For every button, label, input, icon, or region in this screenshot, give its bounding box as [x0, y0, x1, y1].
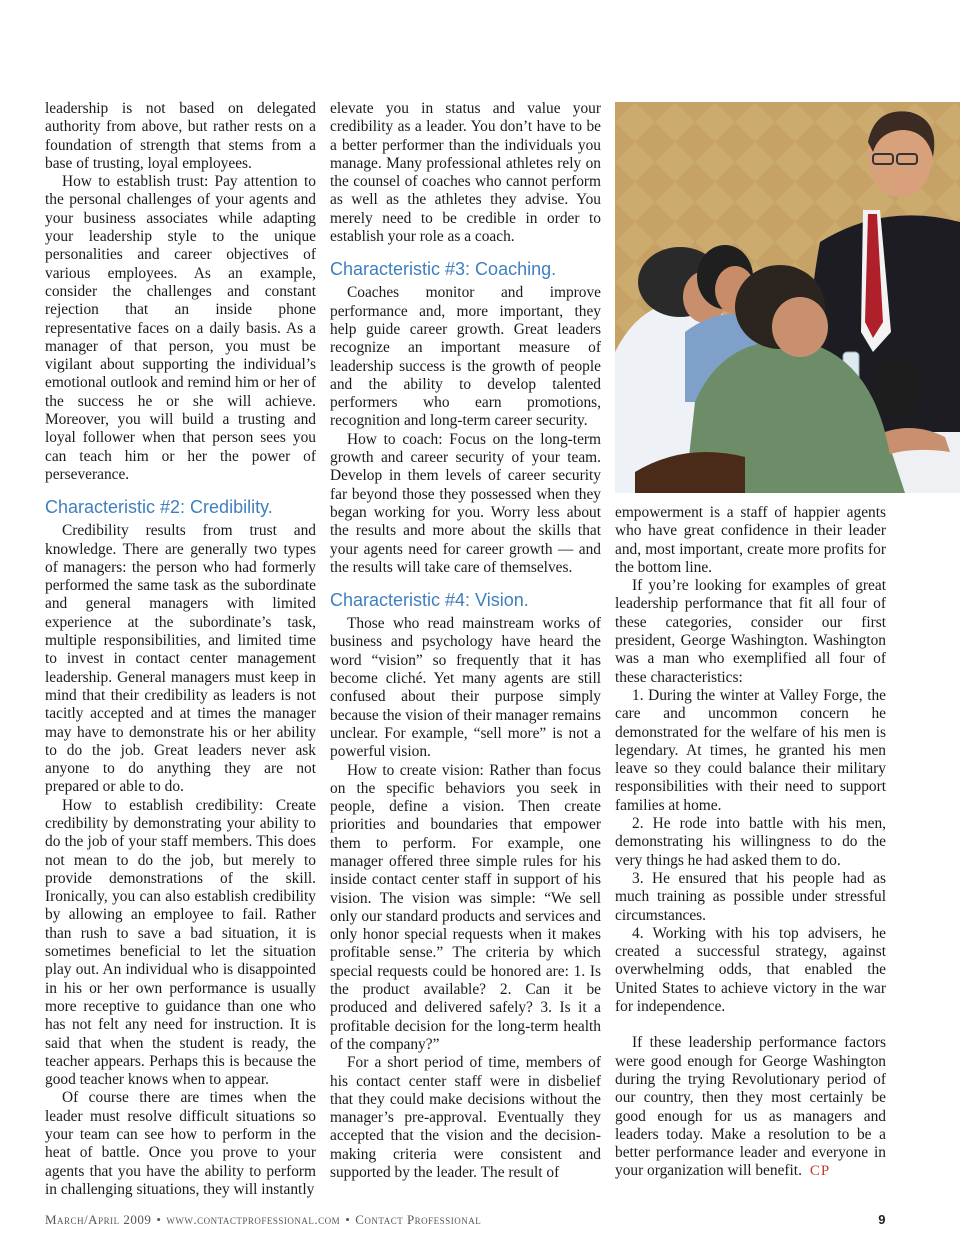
- heading-vision: Characteristic #4: Vision.: [330, 590, 529, 611]
- body-paragraph: 4. Working with his top advisers, he created a successful strategy, against overwhelming odds, that enabled the United States to achieve victory in the war for independence.: [615, 924, 886, 1016]
- body-paragraph: 2. He rode into battle with his men, demonstrating his willingness to do the very things he had asked them to do.: [615, 815, 886, 869]
- footer-magazine: Contact Professional: [355, 1212, 482, 1227]
- page-footer: [45, 1212, 886, 1232]
- body-paragraph: 3. He ensured that his people had as much training as possible under stressful circumstances.: [615, 869, 886, 924]
- paragraphs-col3-a: [615, 504, 886, 1016]
- heading-credibility: Characteristic #2: Credibility.: [45, 497, 273, 518]
- body-paragraph: empowerment is a staff of happier agents who have great confidence in their leader and, most important, create more profits for the bottom line.: [615, 504, 886, 576]
- footer-left: [45, 1212, 481, 1228]
- paragraphs-col2-b: [330, 284, 601, 577]
- paragraphs-col2-c: [330, 615, 601, 1182]
- body-paragraph: 1. During the winter at Valley Forge, the care and uncommon concern he demonstrated for the welfare of his men is legendary. At times, he granted his men leave so they could balance their military responsibilities with their need to support families at home.: [615, 686, 886, 814]
- article-column-1: [45, 100, 316, 1199]
- closing-text: If these leadership performance factors were good enough for George Washington during the trying Revolutionary period of our country, then they most certainly be good enough for us as managers and leaders today. Make a resolution to be a better performance leader and everyone in your organization will benefit.: [615, 1034, 886, 1180]
- paragraphs-col2-a: [330, 100, 601, 246]
- body-paragraph: Credibility results from trust and knowledge. There are generally two types of managers: the person who had formerly performed the same task as the subordinate and general managers with limited experience at the subordinate’s task, multiple responsibilities, and limited time to invest in contact center management leadership. General managers must keep in mind that their credibility as leaders is not tacitly accepted and at times the manager may have to demonstrate his or her ability to do the job. Great leaders never ask anyone to do anything they are not prepared or able to do.: [45, 522, 316, 796]
- meeting-photo-icon: [615, 102, 960, 493]
- page-number: 9: [878, 1212, 886, 1227]
- footer-issue: March/April 2009: [45, 1212, 152, 1227]
- body-paragraph: How to establish credibility: Create credibility by demonstrating your ability to do the job of your staff members. This does not mean to do the job, but merely to provide demonstrations of the skill. Ironically, you can also establish credibility by allowing an employee to fail. Rather than rush to save a bad situation, it is sometimes beneficial to let the situation play out. An individual who is disappointed in his or her own performance is usually more receptive to guidance than one who has not felt any need for instruction. It is said that when the student is ready, the teacher appears. Perhaps this is because the good teacher knows when to appear.: [45, 796, 316, 1089]
- heading-coaching: Characteristic #3: Coaching.: [330, 259, 557, 280]
- closing-paragraph: [615, 1034, 886, 1180]
- body-paragraph: How to establish trust: Pay attention to the personal challenges of your agents and your business associates while adapting your leadership style to the unique personalities and career objectives of various employees. As an example, consider the challenges and constant rejection that an inside phone representative faces on a daily basis. As a manager of that person, you must be vigilant about supporting the individual’s emotional outlook and remind him or her of the success he or she will achieve. Moreover, you will build a trusting and loyal follower when that person sees you can teach him or her the power of perseverance.: [45, 173, 316, 483]
- footer-separator: •: [156, 1212, 162, 1227]
- paragraphs-col1-b: [45, 522, 316, 1199]
- footer-separator: •: [345, 1212, 351, 1227]
- article-column-2: [330, 100, 601, 1182]
- paragraphs-col1-a: [45, 100, 316, 484]
- meeting-photo: [615, 102, 960, 493]
- end-mark: CP: [809, 1163, 831, 1180]
- article-column-3: [615, 504, 886, 1181]
- body-paragraph: For a short period of time, members of his contact center staff were in disbelief that they could make decisions without the manager’s pre-approval. Eventually they accepted that the vision and the decision-making criteria were consistent and supported by the leader. The result of: [330, 1054, 601, 1182]
- body-paragraph: If you’re looking for examples of great leadership performance that fit all four of these categories, consider our first president, George Washington. Washington was a man who exemplified all four of these characteristics:: [615, 577, 886, 686]
- body-paragraph: Those who read mainstream works of business and psychology have heard the word “vision” so frequently that it has become cliché. Yet many agents are still confused about their purpose simply because the vision of their manager remains unclear. For example, “sell more” is not a powerful vision.: [330, 615, 601, 761]
- body-paragraph: elevate you in status and value your credibility as a leader. You don’t have to be a better performer than the individuals you manage. Many professional athletes rely on the counsel of coaches who cannot perform as well as the athletes they advise. You merely need to be credible in order to establish your role as a coach.: [330, 100, 601, 246]
- body-paragraph: leadership is not based on delegated authority from above, but rather rests on a foundation of strength that stems from a base of trusting, loyal employees.: [45, 100, 316, 172]
- body-paragraph: How to coach: Focus on the long-term growth and career security of your team. Develop in them levels of career security far beyond those they possessed when they began working for you. Worry less about the results and more about the skills that your agents need for career growth — and the results will take care of themselves.: [330, 430, 601, 576]
- body-paragraph: How to create vision: Rather than focus on the specific behaviors you seek in people, define a vision. Then create priorities and boundaries that empower them to perform. For example, one manager offered three simple rules for his inside contact center staff in support of his vision. The vision was simple: “We sell only our standard products and services and only honor special requests when it makes profitable sense.” The criteria by which special requests could be honored are: 1. Is the product available? 2. Can it be produced and delivered safely? 3. Is it a profitable decision for the long-term health of the company?”: [330, 761, 601, 1053]
- body-paragraph: Of course there are times when the leader must resolve difficult situations so your team can see how to perform in the heat of battle. Once you prove to your agents that you have the ability to perform in challenging situations, they will instantly: [45, 1089, 316, 1198]
- body-paragraph: Coaches monitor and improve performance and, more important, they help guide career growth. Great leaders recognize an important measure of leadership success is the growth of people and the ability to develop talented performers who earn promotions, recognition and long-term career security.: [330, 284, 601, 430]
- footer-url[interactable]: www.contactprofessional.com: [166, 1212, 341, 1227]
